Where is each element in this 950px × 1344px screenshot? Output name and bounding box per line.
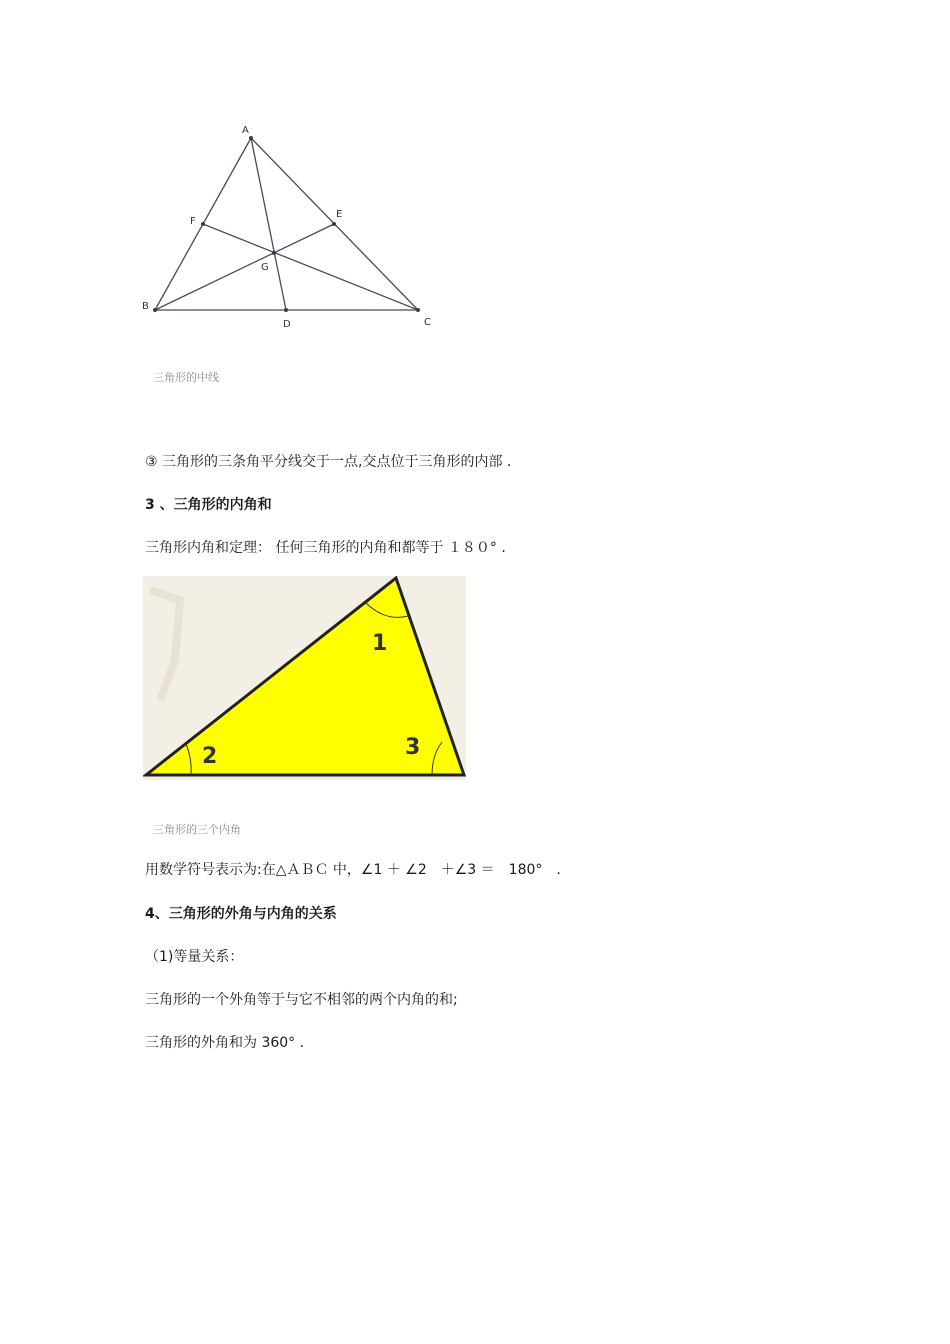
point-c xyxy=(416,308,420,312)
point-f xyxy=(201,222,205,226)
median-ad xyxy=(251,138,286,310)
paragraph-symbolic-form: 用数学符号表示为:在△ＡＢＣ 中，∠1 ＋ ∠2 ＋∠3 ＝ 180° . xyxy=(145,862,561,878)
paragraph-exterior-angle-rule: 三角形的一个外角等于与它不相邻的两个内角的和; xyxy=(145,992,458,1008)
interior-angles-figure xyxy=(143,576,466,780)
median-cf xyxy=(203,224,418,310)
point-a xyxy=(249,136,253,140)
label-c: C xyxy=(424,317,431,328)
point-g xyxy=(272,251,276,255)
median-be xyxy=(155,224,334,310)
figure-caption-interior-angles: 三角形的三个内角 xyxy=(153,823,241,836)
paragraph-exterior-angle-sum: 三角形的外角和为 360° . xyxy=(145,1035,305,1051)
section-heading-exterior-interior: 4、三角形的外角与内角的关系 xyxy=(145,906,337,922)
label-e: E xyxy=(336,209,343,220)
label-d: D xyxy=(283,319,291,330)
label-g: G xyxy=(261,262,269,273)
point-d xyxy=(284,308,288,312)
angle-label-2: 2 xyxy=(202,744,218,769)
section-heading-interior-angle-sum: 3 、三角形的内角和 xyxy=(145,497,272,513)
point-b xyxy=(153,308,157,312)
label-a: A xyxy=(242,125,249,136)
angle-label-3: 3 xyxy=(405,735,421,760)
paragraph-angle-sum-theorem: 三角形内角和定理： 任何三角形的内角和都等于 １８０° . xyxy=(145,540,506,556)
label-f: F xyxy=(190,216,196,227)
paragraph-angle-bisectors: ③ 三角形的三条角平分线交于一点,交点位于三角形的内部 . xyxy=(145,454,512,470)
label-b: B xyxy=(142,301,149,312)
angle-label-1: 1 xyxy=(372,631,388,656)
paragraph-equality-relation: （1)等量关系： xyxy=(145,949,244,965)
figure-caption-median: 三角形的中线 xyxy=(153,371,219,384)
point-e xyxy=(332,222,336,226)
triangle-median-figure xyxy=(138,120,448,335)
